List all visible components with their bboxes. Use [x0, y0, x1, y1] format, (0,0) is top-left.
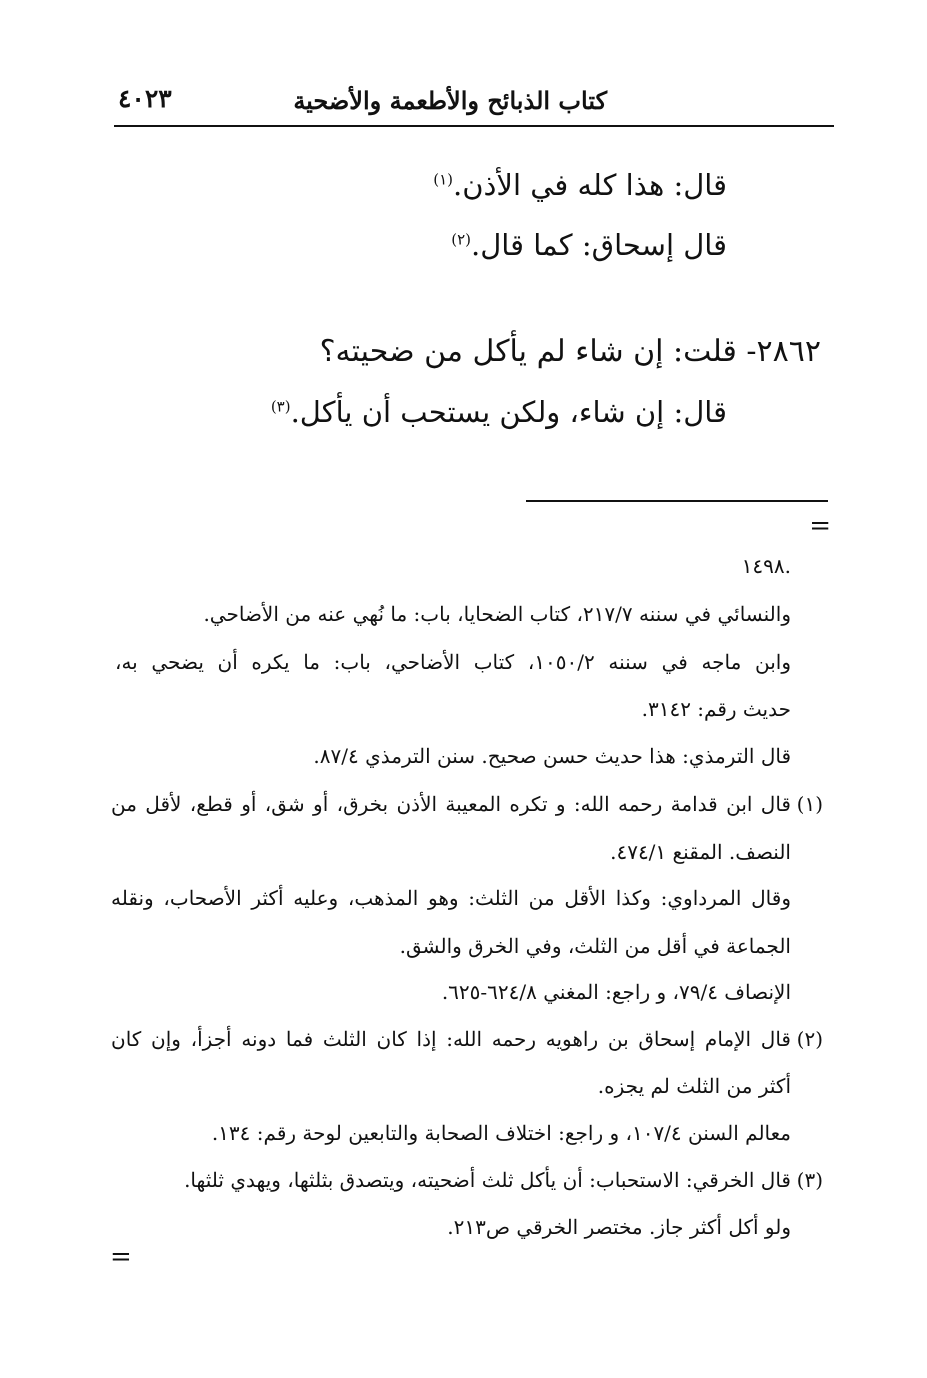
answer-text: قال: إن شاء، ولكن يستحب أن يأكل.	[290, 395, 727, 429]
footnote-3-line-1: قال الخرقي: الاستحباب: أن يأكل ثلث أضحيته، ويتصدق بثلثها، ويهدي ثلثها.	[184, 1168, 791, 1192]
footnote-cont-line-5: قال الترمذي: هذا حديث حسن صحيح. سنن الترمذي ٨٧/٤.	[313, 744, 791, 768]
footnote-ref-1: (١)	[433, 170, 453, 189]
main-line-2-text: قال إسحاق: كما قال.	[470, 228, 727, 262]
footnote-3-line-2: ولو أكل أكثر جاز. مختصر الخرقي ص٢١٣.	[447, 1215, 791, 1239]
continuation-mark: =	[809, 511, 831, 541]
footnote-ref-3: (٣)	[270, 397, 291, 416]
answer-line	[271, 395, 727, 429]
page-number: ٤٠٢٣	[118, 84, 172, 113]
footnote-cont-line-4: حديث رقم: ٣١٤٢.	[641, 697, 791, 721]
running-header-title: كتاب الذبائح والأطعمة والأضحية	[293, 86, 607, 115]
footnote-cont-line-2: والنسائي في سننه ٢١٧/٧، كتاب الضحايا، باب: ما نُهي عنه من الأضاحي.	[203, 602, 791, 626]
footnote-cont-line-3: وابن ماجه في سننه ١٠٥٠/٢، كتاب الأضاحي، باب: ما يكره أن يضحي به،	[115, 650, 791, 674]
continuation-end-mark: =	[110, 1242, 132, 1272]
footnote-2-line-2: أكثر من الثلث لم يجزه.	[597, 1074, 791, 1098]
header-rule	[114, 125, 834, 127]
footnote-cont-line-1: .١٤٩٨	[741, 554, 791, 578]
footnote-2-line-1: قال الإمام إسحاق بن راهويه رحمه الله: إذا كان الثلث فما دونه أجزأ، وإن كان	[111, 1027, 791, 1051]
footnote-1-line-2: النصف. المقنع ٤٧٤/١.	[610, 840, 791, 864]
main-line-1	[433, 168, 727, 202]
footnote-1-line-1: قال ابن قدامة رحمه الله: و تكره المعيبة الأذن بخرق، أو شق، أو قطع، لأقل من	[111, 792, 791, 816]
footnote-1-line-5: الإنصاف ٧٩/٤، و راجع: المغني ٦٢٤/٨-٦٢٥.	[441, 980, 791, 1004]
footnote-2-number: (٢)	[796, 1027, 823, 1051]
footnote-ref-2: (٢)	[451, 230, 471, 249]
question-line	[320, 334, 821, 369]
main-line-1-text: قال: هذا كله في الأذن.	[453, 168, 727, 202]
footnote-1-line-4: الجماعة في أقل من الثلث، وفي الخرق والشق.	[399, 934, 791, 958]
footnote-separator	[526, 500, 828, 502]
main-line-2	[451, 228, 727, 262]
footnote-1-line-3: وقال المرداوي: وكذا الأقل من الثلث: وهو المذهب، وعليه أكثر الأصحاب، ونقله	[111, 886, 791, 910]
footnote-3-number: (٣)	[796, 1168, 823, 1192]
question-text: ٢٨٦٢- قلت: إن شاء لم يأكل من ضحيته؟	[319, 334, 821, 369]
footnote-1-number: (١)	[796, 792, 823, 816]
footnote-2-line-3: معالم السنن ١٠٧/٤، و راجع: اختلاف الصحابة والتابعين لوحة رقم: ١٣٤.	[211, 1121, 791, 1145]
